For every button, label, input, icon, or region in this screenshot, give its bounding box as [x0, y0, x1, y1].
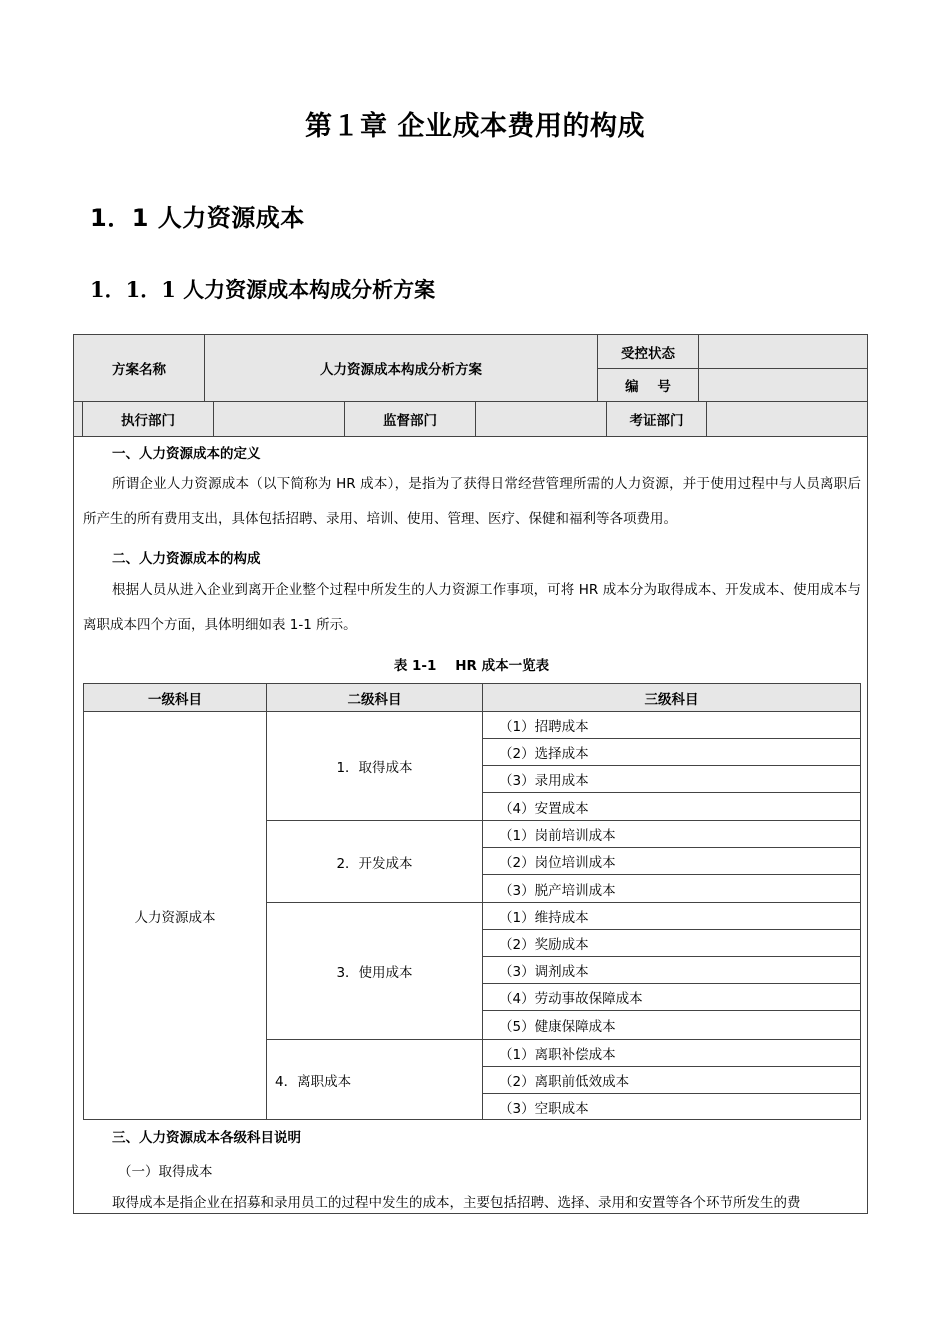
level3-item: （1）招聘成本	[482, 711, 861, 739]
exec-dept-label: 执行部门	[82, 401, 214, 437]
level3-item: （3）调剂成本	[482, 956, 861, 984]
chapter-title: 第１章 企业成本费用的构成	[305, 111, 645, 142]
level3-item: （2）选择成本	[482, 738, 861, 766]
col-header-level3: 三级科目	[482, 683, 861, 712]
heading-structure: 二、人力资源成本的构成	[112, 551, 261, 567]
supervise-dept-label: 监督部门	[344, 401, 476, 437]
col-header-level1: 一级科目	[83, 683, 267, 712]
level2-usage: 3．使用成本	[266, 902, 483, 1040]
level3-item: （4）安置成本	[482, 792, 861, 821]
heading-explanation: 三、人力资源成本各级科目说明	[112, 1130, 301, 1146]
section-title: 1．1 人力资源成本	[90, 204, 305, 232]
paragraph-acquisition: 取得成本是指企业在招募和录用员工的过程中发生的成本，主要包括招聘、选择、录用和安置等各个环节所发生的费	[112, 1195, 801, 1211]
subheading-acquisition: （一）取得成本	[118, 1164, 213, 1180]
control-status-label: 受控状态	[597, 334, 699, 369]
level3-item: （1）离职补偿成本	[482, 1039, 861, 1067]
supervise-dept-value[interactable]	[475, 401, 607, 437]
plan-name-value: 人力资源成本构成分析方案	[204, 334, 598, 402]
heading-definition: 一、人力资源成本的定义	[112, 446, 261, 462]
level1-cell: 人力资源成本	[83, 711, 267, 1120]
level2-separation: 4．离职成本	[266, 1039, 483, 1120]
plan-name-label: 方案名称	[73, 334, 205, 402]
number-label: 编 号	[597, 368, 699, 402]
level3-item: （3）录用成本	[482, 765, 861, 793]
level3-item: （3）脱产培训成本	[482, 874, 861, 903]
level3-item: （1）岗前培训成本	[482, 820, 861, 848]
table-caption: 表 1-1 HR 成本一览表	[393, 658, 550, 674]
level3-item: （4）劳动事故保障成本	[482, 983, 861, 1011]
content-box	[73, 436, 868, 1214]
level3-item: （2）岗位培训成本	[482, 847, 861, 875]
level2-development: 2．开发成本	[266, 820, 483, 903]
verify-dept-label: 考证部门	[606, 401, 707, 437]
verify-dept-value[interactable]	[706, 401, 868, 437]
level3-item: （2）离职前低效成本	[482, 1066, 861, 1094]
control-status-value[interactable]	[698, 334, 868, 369]
col-header-level2: 二级科目	[266, 683, 483, 712]
exec-dept-value[interactable]	[213, 401, 345, 437]
paragraph-structure: 根据人员从进入企业到离开企业整个过程中所发生的人力资源工作事项，可将 HR 成本分为取得成本、开发成本、使用成本与离职成本四个方面，具体明细如表 1-1 所示。	[83, 582, 861, 633]
subsection-title: 1．1．1 人力资源成本构成分析方案	[90, 277, 436, 302]
number-value[interactable]	[698, 368, 868, 402]
level3-item: （3）空职成本	[482, 1093, 861, 1120]
paragraph-definition: 所谓企业人力资源成本（以下简称为 HR 成本），是指为了获得日常经营管理所需的人力资源，并于使用过程中与人员离职后所产生的所有费用支出，具体包括招聘、录用、培训、使用、管理、医疗、保健和福利等各项费用。	[83, 476, 861, 527]
level3-item: （2）奖励成本	[482, 929, 861, 957]
level3-item: （1）维持成本	[482, 902, 861, 930]
level3-item: （5）健康保障成本	[482, 1010, 861, 1040]
level2-acquisition: 1．取得成本	[266, 711, 483, 821]
